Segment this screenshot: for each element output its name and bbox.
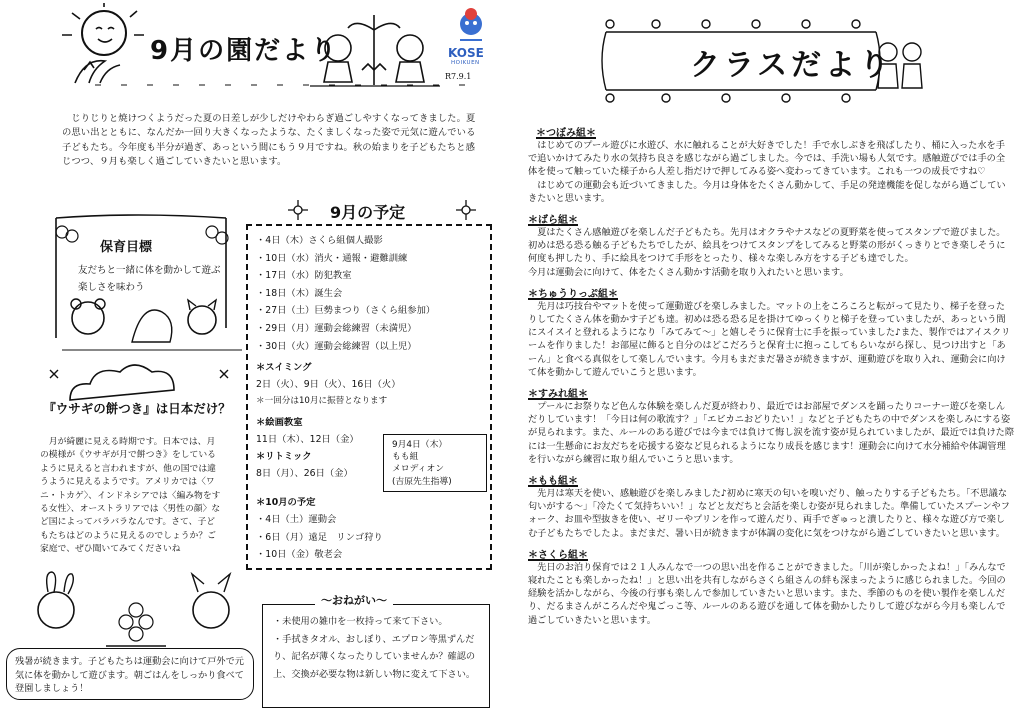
newsletter-title: 9月の園だより <box>150 36 339 66</box>
rhythm-dates: 8日（月）、26日（金） <box>256 468 353 480</box>
class-name: ＊もも組＊ <box>528 476 578 488</box>
intro-paragraph: じりじりと焼けつくようだった夏の日差しが少しだけやわらぎ過ごしやすくなってきました。夏の思い出とともに、なんだか一回り大きくなったような、たくましくなった姿で元気に遊んでいる子どもたち。今年度も半分が過ぎ、あっという間にもう９月ですね。秋の始まりを子どもたちと感じつつ、９月も楽しく過ごしていきたいと思います。 <box>62 113 476 168</box>
swim-note: ＊一回分は10月に振替となります <box>256 396 388 407</box>
melodion-line: (吉原先生指導) <box>392 476 452 487</box>
melodion-line: もも組 <box>392 452 419 463</box>
class-name: ＊すみれ組＊ <box>528 389 588 401</box>
schedule-item: ・10日（水）消火・通報・避難訓練 <box>256 252 408 264</box>
class-paragraph: はじめてのプール遊びに水遊び、水に触れることが大好きでした！手で水しぶきを飛ばしたり、桶に入った水を手で追いかけてみたり水の気持ち良さを感じながら過ごしました。今では、手洗い場も人気です。感触遊びでは手の全体を使って触っていた様子から人差し指だけで押してみる姿へ変わってきています。これも一つの成長ですね♡ <box>528 140 1006 178</box>
class-paragraph: 先月は寒天を使い、感触遊びを楽しみました♪初めに寒天の匂いを嗅いだり、触ったりする子どもたち。「不思議な匂いがする～」「冷たくて気持ちいい！」などと友だちと会話を楽しむ姿が見られました。準備していたスプーンやフォーク、お皿や型抜きを使い、ゼリーやプリンを作って遊んだり、両手でぎゅっと潰したりと、様々な遊び方で楽しむ子どもたちでしたよ。まだまだ、暑い日が続きますが体調の変化に気をつけながら過ごしていきたいと思います。 <box>528 488 1010 539</box>
class-paragraph: 先月は巧技台やマットを使って運動遊びを楽しみました。マットの上をころころと転がって見たり、梯子を登ったりしてたくさん体を動かす子ども達。初めは恐る恐る足を掛けてゆっくりと梯子を登っていましたが、あっという間にスイスイと登れるようになり「みてみて～」と嬉しそうに保育士に手を振っていました♪また、製作ではアイスクリームを作りました！お部屋に飾ると自分のはどこだろうと保育士に抱っこしてもらいながら探し、見つけ出すと「あーん」と食べる真似をして楽しんでいます。今月もまだまだ暑さが続きますが、運動遊びを取り入れ、運動会に向けて体を動かして遊んでいこうと思います。 <box>528 300 1011 378</box>
class-paragraph: はじめての運動会も近づいてきました。今月は身体をたくさん動かして、手足の発達機能を促しながら過ごしていきたいと思います。 <box>528 179 1006 204</box>
rabbit-mochi-illustration <box>26 570 246 650</box>
logo-text: KOSE <box>448 46 484 60</box>
onegai-title: ～おねがい～ <box>315 592 393 608</box>
schedule-item: ・30日（火）運動会総練習（以上児） <box>256 340 417 352</box>
class-name: ＊ちゅうりっぷ組＊ <box>528 288 618 300</box>
melodion-line: メロディオン <box>392 464 445 475</box>
kose-logo-icon <box>450 6 492 50</box>
swim-dates: 2日（火）、9日（火）、16日（火） <box>256 379 401 391</box>
art-dates: 11日（木）、12日（金） <box>256 434 359 446</box>
class-section-tsubomi <box>528 124 1014 205</box>
schedule-item: ・18日（木）誕生会 <box>256 287 343 299</box>
logo-subtext: HOIKUEN <box>451 60 480 66</box>
class-paragraph: プールにお祭りなど色んな体験を楽しんだ夏が終わり、最近ではお部屋でダンスを踊ったりコーナー遊びを楽しんだりしています！「今日は何の歌流す？」「エビカニおどりたい！」などと子どもたちの中でダンスを楽しみにする姿が見られます。また、ルールのある遊びでは今までは負けて悔し涙を流す姿が見られていましたが、最近では負けた際には一生懸命にお友だちを応援する姿など見られるようになり成長を感じます！運動会に向けて水分補給や体調管理を行いながら練習に取り組んでいこうと思います。 <box>528 401 1015 465</box>
usagi-body: 月が綺麗に見える時期です。日本では、月の模様が《ウサギが月で餅つき》をしているように見えると言われますが、他の国では違うように見えるようです。アメリカでは〈ワニ・トカゲ〉、インドネシアでは〈編み物をする女性〉、オーストラリアでは〈男性の顔〉など国によってバラバラなんです。さて、子どもたちはどのように見えるのでしょうか？ご家庭で、ぜひ聞いてみてくださいね <box>40 437 221 555</box>
decorative-border <box>95 80 485 90</box>
schedule-title: 9月の予定 <box>330 203 406 222</box>
swim-title: ＊スイミング <box>256 362 312 374</box>
class-section-tulip <box>528 285 1014 379</box>
class-paragraph: 夏はたくさん感触遊びを楽しんだ子どもたち。先月はオクラやナスなどの夏野菜を使ってスタンプで遊びました。初めは恐る恐る触る子どもたちでしたが、絵具をつけてスタンプをしてみると野菜の形がくっきりとでき楽しそうに何度も押したり、手に絵具をつけて手形をとったり、様々な楽しみ方をする子ども達でした。 <box>528 227 1006 265</box>
class-sections <box>528 124 1014 627</box>
class-name: ＊ばら組＊ <box>528 215 578 227</box>
class-section-sumire <box>528 385 1014 466</box>
bottom-note: 残暑が続きます。子どもたちは運動会に向けて戸外で元気に体を動かして遊びます。朝ごはんをしっかり食べて登園しましょう！ <box>6 648 254 700</box>
schedule-list <box>256 232 486 564</box>
class-section-sakura <box>528 546 1014 627</box>
schedule-item: ・29日（月）運動会総練習（未満児） <box>256 322 417 334</box>
issue-date: R7.9.1 <box>445 72 472 81</box>
schedule-item: ・4日（木）さくら組個人撮影 <box>256 235 383 246</box>
october-title: ＊10月の予定 <box>256 497 316 509</box>
animals-illustration <box>62 292 242 352</box>
usagi-title: 『ウサギの餅つき』は日本だけ？ <box>43 401 231 416</box>
art-title: ＊絵画教室 <box>256 417 303 429</box>
class-name: ＊さくら組＊ <box>528 549 588 561</box>
class-news-title: クラスだより <box>690 48 894 83</box>
rhythm-title: ＊リトミック <box>256 451 312 463</box>
class-paragraph: 今月は運動会に向けて、体をたくさん動かす活動を取り入れたいと思います。 <box>528 266 849 278</box>
class-section-bara <box>528 211 1014 279</box>
october-item: ・10日（金）敬老会 <box>256 549 343 561</box>
onegai-box <box>262 604 490 708</box>
melodion-note <box>383 434 487 492</box>
onegai-item: ・未使用の雑巾を一枚持って来て下さい。 <box>273 616 448 627</box>
onegai-item: ・手拭きタオル、おしぼり、エプロン等黒ずんだり、記名が薄くなったりしていませんか？確認の上、交換が必要な物は新しい物に変えて下さい。 <box>273 633 476 680</box>
children-illustration <box>310 10 440 90</box>
class-name: ＊つぼみ組＊ <box>536 128 596 139</box>
melodion-line: 9月4日（木） <box>392 440 448 450</box>
schedule-item: ・27日（土）巨勢まつり（さくら組参加） <box>256 305 436 317</box>
class-section-momo <box>528 472 1014 540</box>
hoiku-body: 友だちと一緒に体を動かして遊ぶ楽しさを味わう <box>78 265 221 293</box>
october-item: ・4日（土）運動会 <box>256 514 337 526</box>
schedule-item: ・17日（水）防犯教室 <box>256 270 352 282</box>
october-item: ・6日（月）遠足 リンゴ狩り <box>256 531 383 543</box>
hoiku-title: 保育目標 <box>100 240 153 255</box>
class-paragraph: 先日のお泊り保育では２１人みんなで一つの思い出を作ることができました。「川が楽しかったよね！」「みんなで寝れたことも楽しかったね！」と思い出を共有しながらさくら組さんの絆も深まったように感じられました。今回の経験を活かしながら、今後の行事も楽しんで参加していきたいと思います。また、季節のものを使い製作を楽しんだり、だるまさんがころんだや鬼ごっこ等、ルールのある遊びを通して体を動かしたりして遊びながら今月も楽しんで過ごしていきたいと思います。 <box>528 561 1006 626</box>
